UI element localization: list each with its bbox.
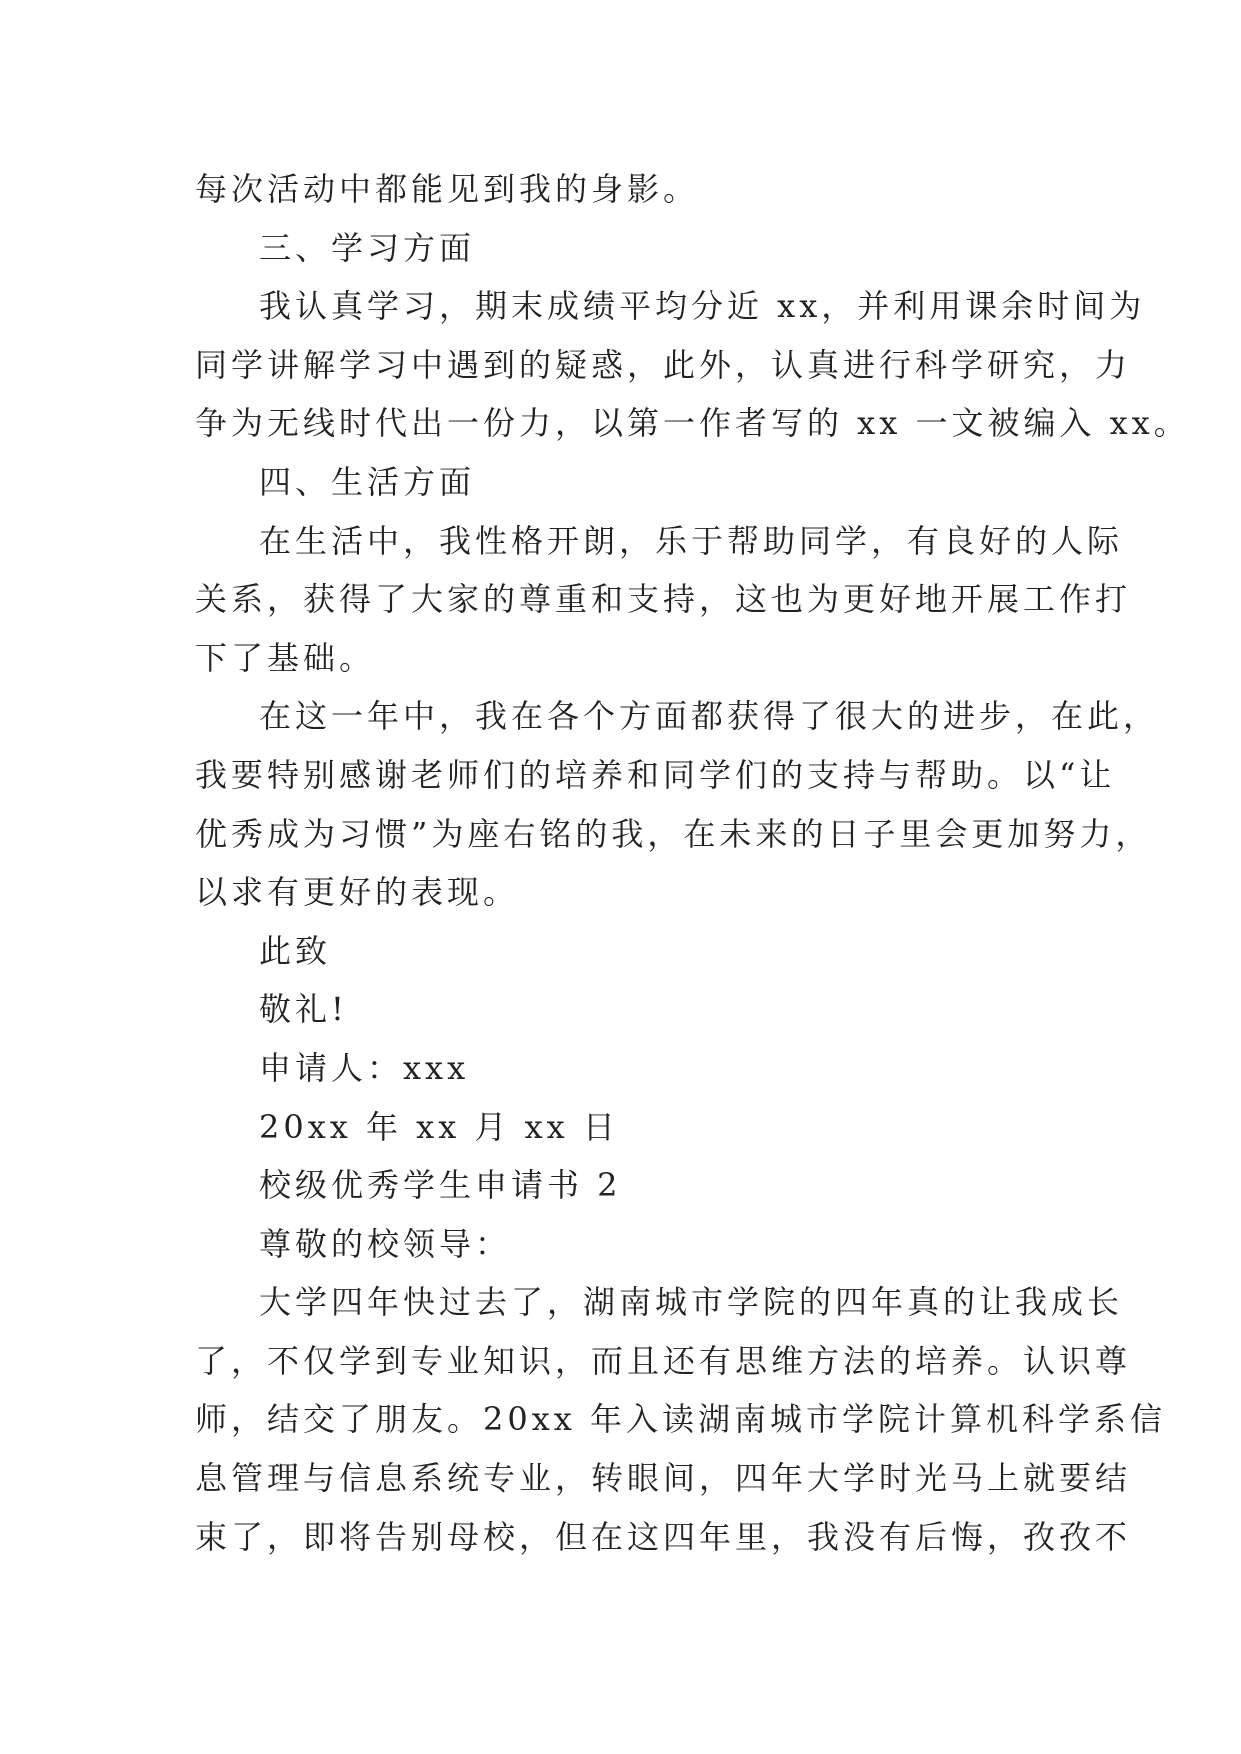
- text-line: 每次活动中都能见到我的身影。: [195, 170, 700, 208]
- text-line: 束了，即将告别母校，但在这四年里，我没有后悔，孜孜不: [195, 1517, 1132, 1556]
- text-line: 了，不仅学到专业知识，而且还有思维方法的培养。认识尊: [195, 1341, 1132, 1380]
- text-line: 息管理与信息系统专业，转眼间，四年大学时光马上就要结: [195, 1459, 1132, 1498]
- text-line: 尊敬的校领导：: [259, 1224, 512, 1263]
- text-line: 三、学习方面: [259, 228, 476, 267]
- text-line: 四、生活方面: [259, 462, 476, 501]
- text-line: 在生活中，我性格开朗，乐于帮助同学，有良好的人际: [259, 521, 1124, 560]
- document-body: [195, 160, 1190, 1566]
- text-line: 下了基础。: [195, 638, 376, 677]
- text-line: 20xx 年 xx 月 xx 日: [259, 1107, 619, 1146]
- text-line: 此致: [259, 931, 332, 970]
- text-line: 校级优秀学生申请书 2: [259, 1166, 622, 1205]
- text-line: 师，结交了朋友。20xx 年入读湖南城市学院计算机科学系信: [195, 1400, 1166, 1439]
- text-line: 敬礼!: [259, 990, 348, 1029]
- text-line: 以求有更好的表现。: [195, 873, 520, 912]
- text-line: 大学四年快过去了，湖南城市学院的四年真的让我成长: [259, 1283, 1124, 1322]
- text-line: 我认真学习，期末成绩平均分近 xx，并利用课余时间为: [259, 287, 1146, 326]
- text-line: 关系，获得了大家的尊重和支持，这也为更好地开展工作打: [195, 580, 1132, 619]
- text-line: 优秀成为习惯”为座右铭的我，在未来的日子里会更加努力，: [195, 814, 1152, 853]
- text-line: 同学讲解学习中遇到的疑惑，此外，认真进行科学研究，力: [195, 345, 1132, 384]
- text-line: 在这一年中，我在各个方面都获得了很大的进步，在此，: [259, 697, 1160, 736]
- text-line: 争为无线时代出一份力，以第一作者写的 xx 一文被编入 xx。: [195, 404, 1190, 443]
- text-line: 申请人：xxx: [259, 1048, 470, 1087]
- text-line: 我要特别感谢老师们的培养和同学们的支持与帮助。以“让: [195, 755, 1116, 794]
